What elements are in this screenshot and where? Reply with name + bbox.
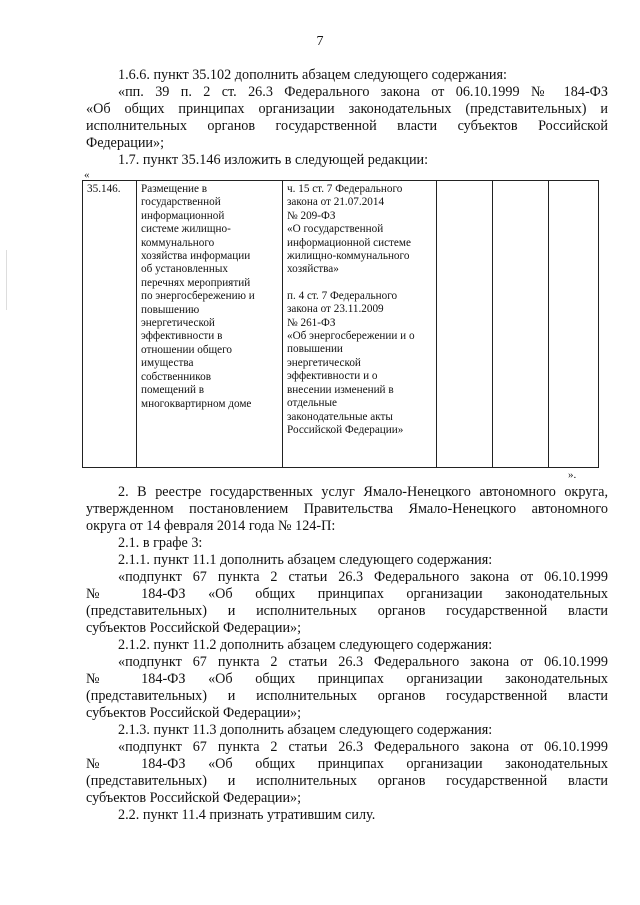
- cell-number: [83, 181, 137, 468]
- opening-quote: «: [84, 169, 90, 181]
- name-line: Размещение в: [141, 183, 208, 195]
- basis-line: «О государственной: [287, 223, 384, 236]
- basis-line: внесении изменений в: [287, 383, 394, 396]
- basis-line: ч. 15 ст. 7 Федерального: [287, 183, 403, 195]
- name-line: хозяйства информации: [141, 250, 251, 263]
- text-line: «Об общих принципах организации законодательных (представительных) и: [86, 101, 608, 117]
- name-line: имущества: [141, 357, 194, 370]
- basis-line: № 209-ФЗ: [287, 209, 336, 222]
- text-line: № 184-ФЗ «Об общих принципах организации законодательных: [86, 671, 608, 687]
- name-line: об установленных: [141, 263, 228, 276]
- name-line: по энергосбережению и: [141, 290, 255, 303]
- text-line: субъектов Российской Федерации»;: [86, 620, 302, 636]
- basis-line: жилищно-коммунального: [287, 250, 410, 263]
- page-number: 7: [316, 34, 324, 49]
- text-line: субъектов Российской Федерации»;: [86, 705, 302, 721]
- text-line: (представительных) и исполнительных органов государственной власти: [86, 603, 608, 619]
- registry-table: [82, 180, 599, 468]
- basis-line: отдельные: [287, 397, 337, 410]
- table-row: [83, 181, 599, 468]
- spacer: [287, 277, 432, 290]
- name-line: коммунального: [141, 236, 215, 249]
- cell-empty: [493, 181, 549, 468]
- basis-line: п. 4 ст. 7 Федерального: [287, 289, 398, 302]
- paragraph-2-1-3: 2.1.3. пункт 11.3 дополнить абзацем следующего содержания:: [118, 722, 493, 738]
- text-line: № 184-ФЗ «Об общих принципах организации законодательных: [86, 756, 608, 772]
- name-line: перечнях мероприятий: [141, 276, 251, 289]
- paragraph-2-1-2: 2.1.2. пункт 11.2 дополнить абзацем следующего содержания:: [118, 637, 493, 653]
- cell-name: [137, 181, 283, 468]
- text-line: субъектов Российской Федерации»;: [86, 790, 302, 806]
- basis-line: хозяйства»: [287, 263, 339, 276]
- text-line: (представительных) и исполнительных органов государственной власти: [86, 688, 608, 704]
- paragraph-1-6-6: 1.6.6. пункт 35.102 дополнить абзацем следующего содержания:: [118, 67, 507, 83]
- text-line: утвержденном постановлением Правительства Ямало-Ненецкого автономного: [86, 501, 608, 517]
- basis-line: энергетической: [287, 356, 361, 369]
- basis-line: Российской Федерации»: [287, 423, 404, 436]
- text-line: «подпункт 67 пункта 2 статьи 26.3 Федерального закона от 06.10.1999: [118, 654, 608, 670]
- paragraph-2-2: 2.2. пункт 11.4 признать утратившим силу.: [118, 807, 376, 823]
- basis-line: закона от 23.11.2009: [287, 303, 384, 316]
- name-line: собственников: [141, 370, 211, 383]
- text-line: исполнительных органов государственной власти субъектов Российской: [86, 118, 608, 134]
- name-line: государственной: [141, 196, 221, 209]
- name-line: эффективности в: [141, 330, 223, 343]
- text-line: «подпункт 67 пункта 2 статьи 26.3 Федерального закона от 06.10.1999: [118, 739, 608, 755]
- basis-line: повышении: [287, 343, 343, 356]
- text-line: (представительных) и исполнительных органов государственной власти: [86, 773, 608, 789]
- text-line: «пп. 39 п. 2 ст. 26.3 Федерального закона от 06.10.1999 № 184-ФЗ: [118, 84, 608, 100]
- basis-line: «Об энергосбережении и о: [287, 330, 415, 343]
- basis-line: № 261-ФЗ: [287, 316, 336, 329]
- basis-line: информационной системе: [287, 236, 411, 249]
- item-number: 35.146.: [87, 183, 121, 195]
- name-line: многоквартирном доме: [141, 397, 252, 410]
- cell-empty: [437, 181, 493, 468]
- scan-margin-mark: [6, 250, 7, 310]
- name-line: энергетической: [141, 317, 215, 330]
- text-line: «подпункт 67 пункта 2 статьи 26.3 Федерального закона от 06.10.1999: [118, 569, 608, 585]
- name-line: отношении общего: [141, 343, 233, 356]
- text-line: № 184-ФЗ «Об общих принципах организации законодательных: [86, 586, 608, 602]
- basis-line: эффективности и о: [287, 370, 378, 383]
- name-line: системе жилищно-: [141, 223, 231, 236]
- paragraph-1-7: 1.7. пункт 35.146 изложить в следующей редакции:: [118, 152, 429, 168]
- closing-quote: ».: [568, 469, 577, 481]
- name-line: помещений в: [141, 384, 205, 397]
- text-line: округа от 14 февраля 2014 года № 124-П:: [86, 518, 336, 534]
- paragraph-2-1: 2.1. в графе 3:: [118, 535, 203, 551]
- cell-empty: [549, 181, 599, 468]
- paragraph-2-1-1: 2.1.1. пункт 11.1 дополнить абзацем следующего содержания:: [118, 552, 493, 568]
- name-line: повышению: [141, 303, 200, 316]
- basis-line: законодательные акты: [287, 410, 393, 423]
- text-line: 2. В реестре государственных услуг Ямало-Ненецкого автономного округа,: [118, 484, 608, 500]
- name-line: информационной: [141, 209, 225, 222]
- cell-legal-basis: [283, 181, 437, 468]
- text-line: Федерации»;: [86, 135, 165, 151]
- basis-line: закона от 21.07.2014: [287, 196, 385, 209]
